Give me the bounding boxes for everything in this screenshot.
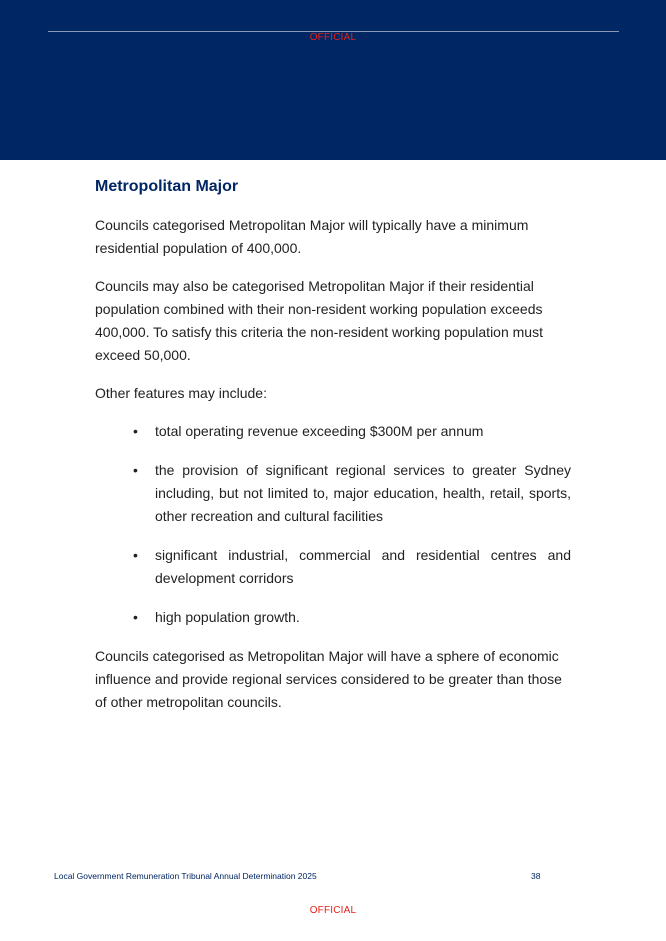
list-item bbox=[95, 544, 571, 590]
classification-label-bottom: OFFICIAL bbox=[309, 905, 357, 916]
header-band bbox=[0, 0, 666, 160]
features-list bbox=[95, 420, 571, 629]
list-item bbox=[95, 420, 571, 443]
bullet-icon: • bbox=[133, 462, 138, 478]
list-item-text: total operating revenue exceeding $300M per annum bbox=[155, 423, 484, 439]
list-item-text: high population growth. bbox=[155, 609, 300, 625]
section-title: Metropolitan Major bbox=[95, 178, 239, 195]
paragraph-other-features-intro: Other features may include: bbox=[95, 385, 267, 401]
list-item-text: significant industrial, commercial and residential centres and development corridors bbox=[155, 547, 571, 586]
footer-page-number: 38 bbox=[531, 871, 541, 881]
paragraph-sphere-of-influence: Councils categorised as Metropolitan Major will have a sphere of economic influence and provide regional services considered to be greater than those of other metropolitan councils. bbox=[95, 648, 562, 710]
list-item bbox=[95, 459, 571, 528]
classification-label-top: OFFICIAL bbox=[309, 32, 357, 43]
paragraph-combined-population: Councils may also be categorised Metropolitan Major if their residential population combined with their non-resident working population exceeds 400,000. To satisfy this criteria the non-resident working population must exceed 50,000. bbox=[95, 278, 543, 363]
page-content bbox=[95, 176, 571, 729]
bullet-icon: • bbox=[133, 423, 138, 439]
list-item bbox=[95, 606, 571, 629]
bullet-icon: • bbox=[133, 547, 138, 563]
bullet-icon: • bbox=[133, 609, 138, 625]
paragraph-minimum-population: Councils categorised Metropolitan Major will typically have a minimum residential population of 400,000. bbox=[95, 217, 529, 256]
list-item-text: the provision of significant regional services to greater Sydney including, but not limited to, major education, health, retail, sports, other recreation and cultural facilities bbox=[155, 462, 571, 524]
footer-document-title: Local Government Remuneration Tribunal Annual Determination 2025 bbox=[54, 871, 317, 881]
